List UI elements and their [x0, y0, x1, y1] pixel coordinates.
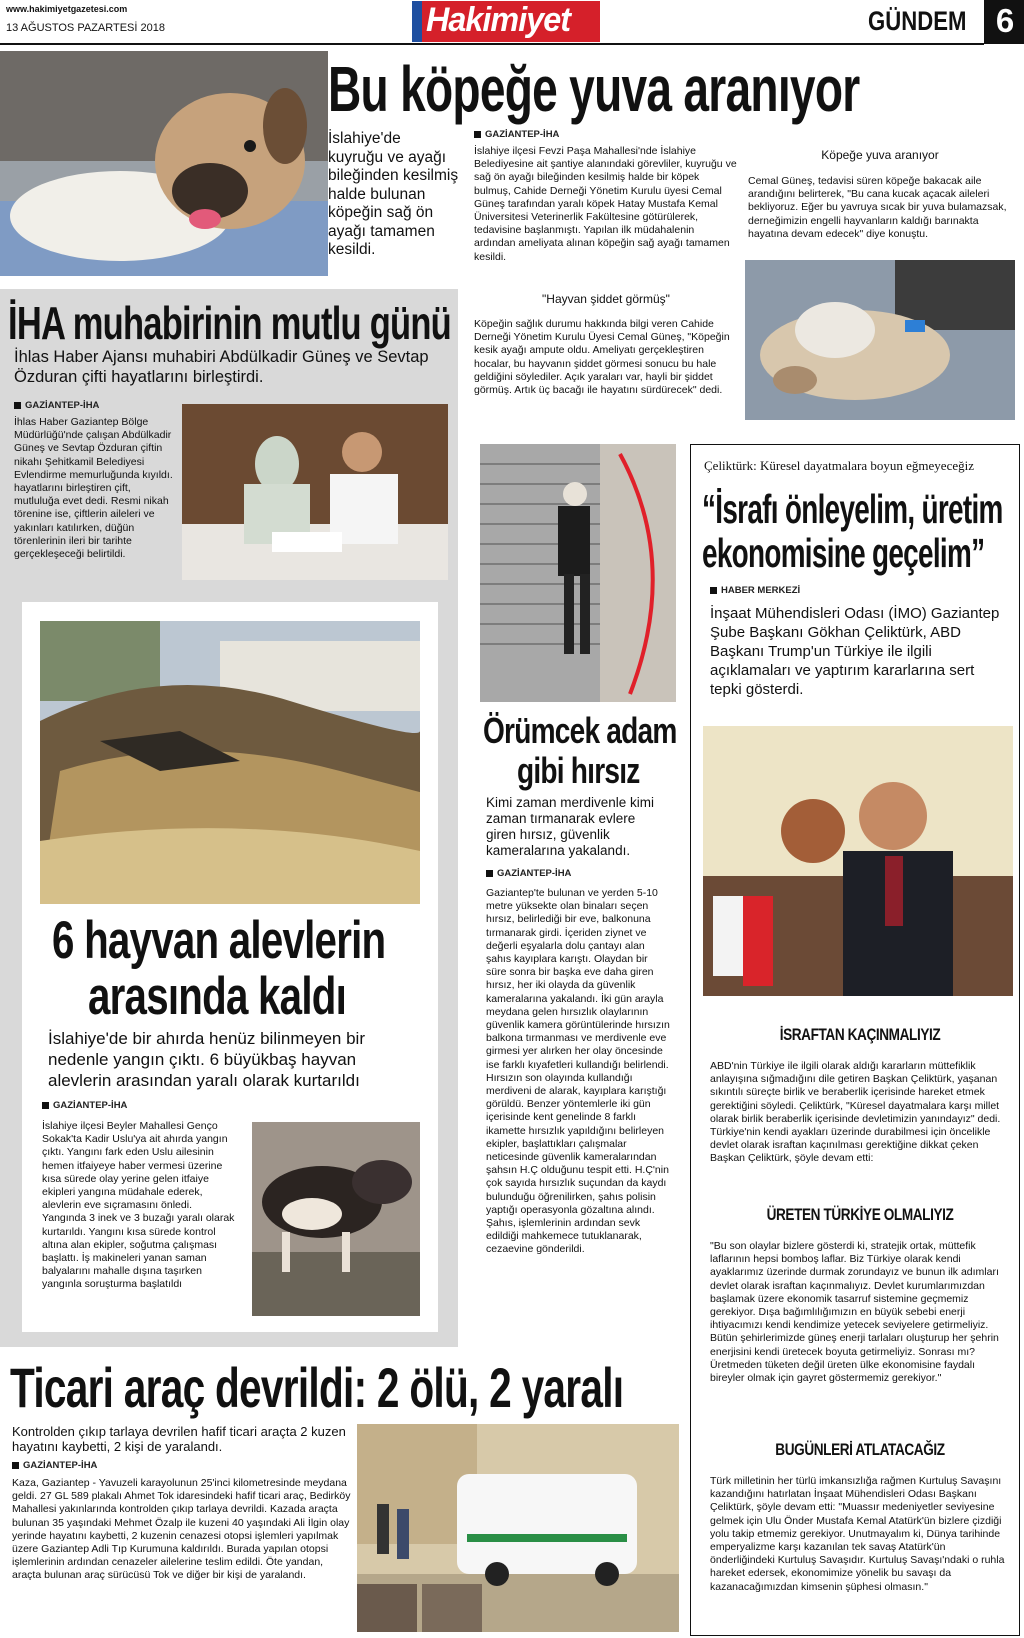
dog-body-2: Köpeğin sağlık durumu hakkında bilgi veren Cahide Derneği Yönetim Kurulu Üyesi Cemal Güneş, "Köpeğin kesik ayağı ampute oldu. Ameliyatı gerçekleştiren hocalar, bu hayvanın şiddet görmesi sonucu bu hale geldiğini söylediler. Açık yaraları var, hayli bir şiddet görmüş. Artık üç bacağı ile hayatını sürdürecek" dedi. [474, 318, 730, 397]
crash-deck: Kontrolden çıkıp tarlaya devrilen hafif ticari araçta 2 kuzen hayatını kaybetti, 2 kişi de yaralandı. [12, 1424, 346, 1454]
byline-marker [14, 402, 21, 409]
celikturk-body-1: ABD'nin Türkiye ile ilgili olarak aldığı kararların müttefiklik anlayışına sığmadığını dile getiren Başkan Çeliktürk, yaşanan sıkıntılı süreçte birlik ve beraberlik içerisinde hareket etmek gerektiğini söyledi. Çeliktürk, "Küresel dayatmalara karşı millet olarak birlik beraberlik içerisinde devletimizin yanındayız" dedi. Türkiye'nin kendi ayakları üzerinde durabilmesi için öncelikle devlet olarak israftan kaçınılması gerektiğine dikkat çeken Başkan Çeliktürk, şöyle devam etti: [710, 1060, 1001, 1165]
logo-text: Hakimiyet [426, 1, 571, 39]
byline-marker [710, 587, 717, 594]
byline-marker [42, 1102, 49, 1109]
masthead-rule [0, 43, 984, 45]
crash-byline [12, 1460, 97, 1471]
celikturk-headline-2: ekonomisine geçelim” [702, 530, 985, 576]
iha-deck: İhlas Haber Ajansı muhabiri Abdülkadir Güneş ve Sevtap Özduran çifti hayatlarını birleştirdi. [14, 348, 429, 386]
thief-headline-1: Örümcek adam [483, 710, 677, 751]
celikturk-body-2: "Bu son olaylar bizlere gösterdi ki, stratejik ortak, müttefik laflarının hepsi bomboş laflar. Biz Türkiye olarak kendi ayaklarımız üzerinde durmak zorundayız ve bunun ilk adımları devlet olarak israftan kaçınmalıyız. Devlet kurumlarımızdan başlamak üzere ekonomik tasarruf sistemine geçmemiz gerekiyor. Dışa bağımlılığımızın en büyük sebebi enerji ihtiyacımızı kendi kendimize yetecek seviyelere getirmeliyiz. Bütün şehirlerimizde güneş enerji tarlaları oluşturup her şehrin enerjisini kendi üretecek boyuta getirmeliyiz. Sonrası mı? Üretmeden tüketen değil üreten ülke ekonomisine faydalı bireyler olmak için gayret göstermemiz gerekiyor." [710, 1240, 999, 1385]
celikturk-portrait-photo [703, 726, 1013, 996]
celikturk-subhead-3: BUGÜNLERİ ATLATACAĞIZ [775, 1440, 945, 1459]
byline-marker [474, 131, 481, 138]
iha-body: İhlas Haber Gaziantep Bölge Müdürlüğü'nde çalışan Abdülkadir Güneş ve Sevtap Özduran çiftin nikahı Şehitkamil Belediyesi Evlendirme memurluğunda kıyıldı. hayatlarını birleştiren çift, mutluluğa evet dedi. Resmi nikah törenine ise, çiftlerin aileleri ve yakınları katılırken, düğün törenlerinin ileri bir tarihte gerçekleşeceği belirtildi. [14, 416, 173, 561]
section-name: GÜNDEM [868, 6, 967, 36]
byline-marker [486, 870, 493, 877]
iha-byline [14, 400, 99, 411]
thief-photo [480, 444, 676, 702]
celikturk-kicker: Çeliktürk: Küresel dayatmalara boyun eğmeyeceğiz [704, 458, 975, 473]
celikturk-subhead-2: ÜRETEN TÜRKİYE OLMALIYIZ [766, 1205, 954, 1224]
page-number: 6 [995, 2, 1015, 39]
wedding-photo [182, 404, 448, 580]
byline-text: GAZİANTEP-İHA [53, 1100, 128, 1111]
crash-headline: Ticari araç devrildi: 2 ölü, 2 yaralı [10, 1356, 624, 1419]
fire-byline [42, 1100, 127, 1111]
dog-subhead-1: "Hayvan şiddet görmüş" [542, 292, 670, 306]
burned-barn-photo [40, 621, 420, 904]
byline-text: GAZİANTEP-İHA [23, 1460, 98, 1471]
celikturk-body-3: Türk milletinin her türlü imkansızlığa rağmen Kurtuluş Savaşını kazandığını hatırlatan İnşaat Mühendisleri Odası Başkanı Çeliktürk, şöyle devam etti: "Muassır medeniyetler seviyesine gelmek için Ulu Önder Mustafa Kemal Atatürk'ün bizlere çizdiği yolu takip etmemiz gerekiyor. Unutmayalım ki, Dünya tarihinde emperyalizme karşı kazanılan tek savaş Atatürk'ün önderliğindeki Kurtuluş Savaşıdır. Kurtuluş Savaşı'ndaki o ruhla hareket edersek, ekonomimize yönelik bu savaşı da kazanacağımızdan kimsenin şüphesi olmasın." [710, 1475, 1005, 1593]
celikturk-deck: İnşaat Mühendisleri Odası (İMO) Gaziantep Şube Başkanı Gökhan Çeliktürk, ABD Başkanı Trump'un Türkiye ile ilgili açıklamaları ve yaptırım kararlarına sert tepki gösterdi. [710, 605, 1000, 698]
fire-headline-1: 6 hayvan alevlerin [52, 911, 386, 970]
dog-byline [474, 129, 559, 140]
dog-body-3: Cemal Güneş, tedavisi süren köpeğe bakacak aile arandığını belirterek, "Bu cana kucak açacak aileleri bekliyoruz. Eğer bu yavruya sıcak bir yuva bulamazsak, derneğimizin engelli hayvanların kaldığı barınakta hayatına devam edecek" diye konuştu. [748, 175, 1007, 240]
dog-recovery-photo [745, 260, 1015, 420]
thief-byline [486, 868, 571, 879]
iha-headline: İHA muhabirinin mutlu günü [8, 297, 452, 349]
byline-text: HABER MERKEZİ [721, 585, 801, 596]
celikturk-subhead-1: İSRAFTAN KAÇINMALIYIZ [779, 1025, 941, 1044]
crash-scene-photo [357, 1424, 679, 1632]
dog-photo [0, 51, 328, 276]
logo [412, 1, 600, 42]
celikturk-headline-1: “İsrafı önleyelim, üretim [702, 486, 1003, 532]
masthead [0, 0, 1024, 46]
celikturk-byline [710, 585, 800, 596]
fire-headline-2: arasında kaldı [88, 967, 347, 1026]
logo-blue-bar [412, 1, 422, 42]
thief-headline-2: gibi hırsız [517, 750, 640, 791]
byline-text: GAZİANTEP-İHA [25, 400, 100, 411]
injured-cattle-photo [252, 1122, 420, 1316]
fire-deck: İslahiye'de bir ahırda henüz bilinmeyen bir nedenle yangın çıktı. 6 büyükbaş hayvan alevlerin arasından yaralı olarak kurtarıldı [48, 1029, 365, 1090]
dog-deck: İslahiye'de kuyruğu ve ayağı bileğinden kesilmiş halde bulunan köpeğin sağ ön ayağı tamamen kesildi. [328, 130, 459, 258]
byline-text: GAZİANTEP-İHA [485, 129, 560, 140]
thief-deck: Kimi zaman merdivenle kimi zaman tırmanarak evlere giren hırsız, güvenlik kameralarına yakalandı. [486, 795, 655, 858]
issue-date: 13 AĞUSTOS PAZARTESİ 2018 [6, 22, 165, 34]
crash-body: Kaza, Gaziantep - Yavuzeli karayolunun 25'inci kilometresinde meydana geldi. 27 GL 589 plakalı Ahmet Tok idaresindeki hafif ticari araç, Bedirköy Mahallesi yakınlarında kontrolden çıkıp tarlaya devrildi. Kazada araçta bulunan 35 yaşındaki Mehmet Özalp ile kuzeni 40 yaşındaki Ali İlgin olay yerinde hayatını kaybetti, 2 kuzenin cenazesi otopsi işlemleri yapılmak üzere Gaziantep Adli Tıp Kurumuna kaldırıldı. Burada yapılan otopsi işlemlerinin ardından cenazeler ailelerine teslim edildi. Öte yandan, araçta bulunan araç sürücüsü Tok ve diğer bir kişi de yaralandı. [12, 1477, 351, 1582]
fire-body: İslahiye ilçesi Beyler Mahallesi Genço Sokak'ta Kadir Uslu'ya ait ahırda yangın çıktı. Yangını fark eden Uslu ailesinin hemen itfaiyeye haber vermesi üzerine kısa sürede olay yerine gelen itfaiye ekipleri yangına müdahale ederek, alevlerin eve sıçramasını önledi. Yangında 3 inek ve 3 buzağı yaralı olarak kurtarıldı. Yangını kısa sürede kontrol altına alan ekipler, soğutma çalışması başlattı. İş makineleri yanan saman balyalarını mahalle dışına taşırken yangınla soruşturma başlatıldı [42, 1120, 235, 1291]
byline-marker [12, 1462, 19, 1469]
dog-subhead-2: Köpeğe yuva aranıyor [821, 148, 939, 162]
byline-text: GAZİANTEP-İHA [497, 868, 572, 879]
thief-body: Gaziantep'te bulunan ve yerden 5-10 metre yüksekte olan binaları seçen hırsız, belirlediği bir eve, balkonuna tırmanarak girdi. İçeriden ziynet ve değerli eşyalarla dolu çantayı alan şahıs kayıplara karıştı. Olaydan bir süre sonra bir başka eve daha giren hırsız, her iki olayda da güvenlik kameralarına yakalandı. İki gün arayla meydana gelen hırsızlık olaylarının güvenlik kamera görüntülerinde hırsızın balkona tırmanması ve merdivenle eve girmesi yer alırken her olay öncesinde ise farklı kıyafetleri kullandığı belirlendi. Hırsızın son olayında kullandığı merdiveni de alarak, kayıplara karıştığı görüldü. Benzer yöntemlerle iki gün içerisinde kent genelinde 8 farklı ikamette hırsızlık yapıldığını belirleyen ekipler, başlattıkları çalışmalar neticesinde güvenlik kameralarından şahsın H.Ç olduğunu tespit etti. H.Ç'nin çok sayıda hırsızlık suçundan da kaydı bulunduğu öğrenilirken, şahıs polisin yaptığı operasyonla gözaltına alındı. Şahıs, işlemlerinin ardından sevk edildiği mahkemece tutuklanarak, cezaevine gönderildi. [486, 887, 670, 1256]
website-url[interactable]: www.hakimiyetgazetesi.com [6, 4, 128, 14]
dog-body-1: İslahiye ilçesi Fevzi Paşa Mahallesi'nde İslahiye Belediyesine ait şantiye alanındaki görevliler, kuyruğu ve sağ ön ayağı bileğinden kesilmiş halde bir köpek bulmuş, Cahide Derneği Yönetim Kurulu üyesi Cemal Güneş tarafından yaralı köpek Hatay Mustafa Kemal Üniversitesi Veterinerlik Fakültesine götürülerek, tedavisine başlanmıştı. Yapılan ilk müdahalenin ardından ameliyata alınan köpeğin sağ ayağı tamamen kesildi. [474, 145, 737, 263]
dog-headline: Bu köpeğe yuva aranıyor [328, 53, 860, 125]
